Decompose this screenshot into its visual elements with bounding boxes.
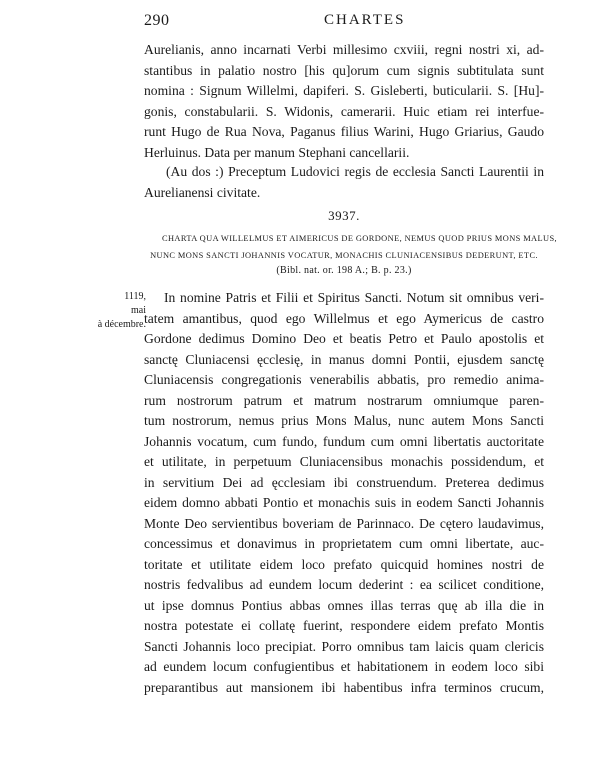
heading-line: NUNC MONS SANCTI JOHANNIS VOCATUR, MONACHIS CLUNIACENSIBUS DEDERUNT, ETC. (150, 251, 538, 260)
text-line: et utilitate, in perpetuum Cluniacensibus monachis possidendum, et (144, 454, 544, 469)
text-line: Herluinus. Data per manum Stephani cancellarii. (144, 144, 410, 160)
margin-date (66, 290, 146, 332)
page-number: 290 (144, 12, 170, 29)
text-line: stantibus in palatio nostro [his qu]orum cum signis subtitulata sunt (144, 62, 544, 78)
date-month: mai (131, 305, 146, 316)
text-line: runt Hugo de Rua Nova, Paganus filius Warini, Hugo Griarius, Gaudo (144, 124, 544, 139)
charter-number: 3937. (328, 208, 360, 223)
text-line: concessimus et donavimus in proprietatem cum omni libertate, auc- (144, 536, 544, 551)
text-line: sanctę Cluniacensi ęcclesię, in manus domni Pontii, ejusdem sanctę (144, 351, 544, 367)
text-line: ad eundem locum confugientibus et habitationem in eodem loco sibi (144, 659, 544, 674)
charter-heading (144, 230, 558, 264)
source-reference: (Bibl. nat. or. 198 A.; B. p. 23.) (276, 265, 412, 276)
text-line: eidem domno abbati Pontio et monachis suis in eodem Sancti Johannis (144, 495, 544, 510)
text-line: toritate et utilitate eidem loco prefato quicquid homines nostri de (144, 556, 544, 572)
text-line: rum nostrorum patrum et matrum nostrarum omniumque paren- (144, 392, 544, 408)
text-line: tum nostrorum, nemus prius Mons Malus, nunc autem Mons Sancti (144, 413, 544, 428)
text-line: In nomine Patris et Filii et Spiritus Sancti. Notum sit omnibus veri- (164, 290, 544, 305)
text-line: nomina : Signum Willelmi, dapiferi. S. Gisleberti, buticularii. S. [Hu]- (144, 83, 544, 98)
text-line: tatem amantibus, quod ego Willelmus et ego Aymericus de castro (144, 310, 544, 326)
text-line: Cluniacensis congregationis venerabilis abbatis, pro remedio anima- (144, 372, 544, 387)
text-line: Aurelianis, anno incarnati Verbi millesimo cxviii, regni nostri xi, ad- (144, 42, 544, 57)
previous-charter-ending (144, 40, 544, 163)
text-line: Gordone dedimus Domino Deo et beatis Petro et Paulo apostolis et (144, 331, 544, 346)
text-line: Sancti Johannis loco precipiat. Porro omnibus tam laicis quam clericis (144, 638, 544, 654)
text-line: Johannis vocatum, cum fundo, fundum cum omni libertatis auctoritate (144, 433, 544, 449)
date-year: 1119, (124, 291, 146, 302)
text-line: ut ipse domnus Pontius abbas omnes illas terras quę ab illa die in (144, 597, 544, 613)
text-line: Monte Deo servientibus boveriam de Parinnaco. De cętero laudavimus, (144, 515, 544, 531)
text-line: nostra potestate ei collatę fuerint, respondere eidem prefato Montis (144, 618, 544, 633)
heading-line: CHARTA QUA WILLELMUS ET AIMERICUS DE GORDONE, NEMUS QUOD PRIUS MONS MALUS, (162, 234, 558, 243)
text-line: Aurelianensi civitate. (144, 184, 261, 200)
date-range: à décembre. (97, 319, 146, 330)
text-line: in servitium Dei ad ęcclesiam ibi construendum. Preterea dedimus (144, 474, 544, 490)
page-header (144, 12, 544, 34)
charter-text (144, 288, 544, 698)
text-line: (Au dos :) Preceptum Ludovici regis de ecclesia Sancti Laurentii in (166, 164, 544, 179)
text-line: nostris fedvalibus ad eundem locum dederint : ea scilicet conditione, (144, 577, 544, 592)
dorsal-note (144, 162, 544, 203)
text-line: preparantibus aut mansionem ibi habentibus infra terminos crucum, (144, 679, 544, 695)
text-line: gonis, constabularii. S. Widonis, camerarii. Huic etiam rei interfue- (144, 103, 544, 119)
running-title: CHARTES (324, 12, 406, 28)
